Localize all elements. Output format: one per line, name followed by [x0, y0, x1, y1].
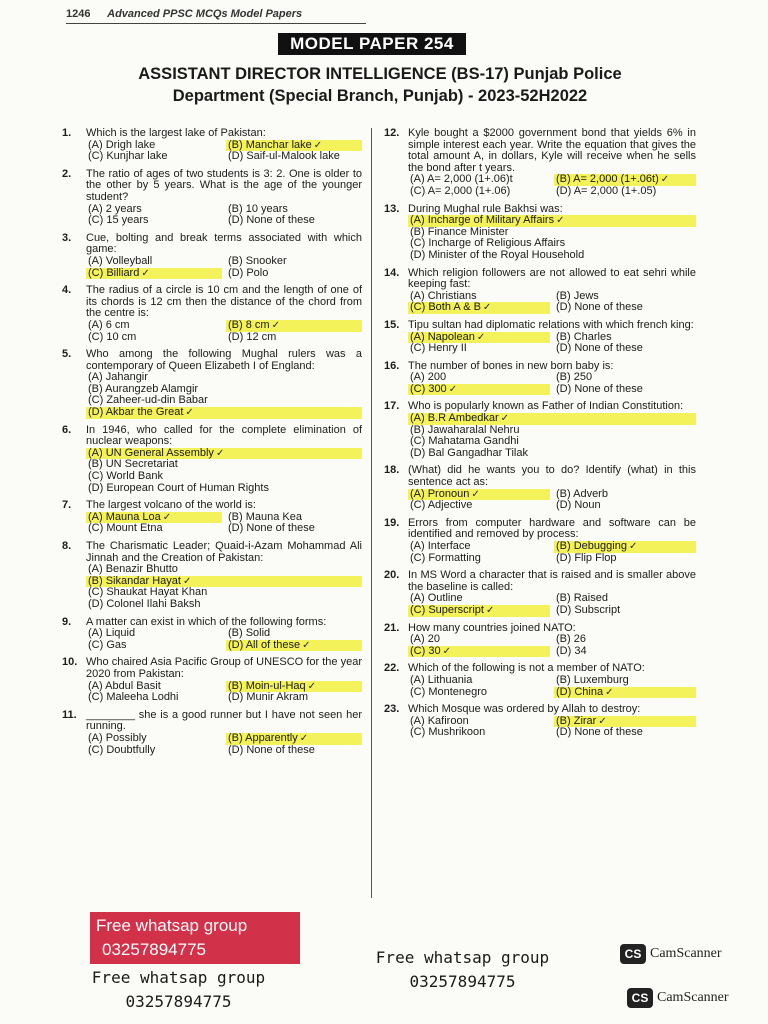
option-label: (D) Akbar the Great	[88, 406, 184, 419]
question-item	[384, 623, 696, 658]
option	[408, 553, 550, 565]
option	[554, 186, 696, 198]
option-list	[86, 512, 362, 535]
question-stem: In MS Word a character that is raised and is smaller above the baseline is called:	[408, 569, 696, 593]
option-list	[408, 593, 696, 616]
option-list	[86, 681, 362, 704]
question-stem: Who among the following Mughal rulers was a contemporary of Queen Elizabeth I of England:	[86, 348, 362, 372]
checkmark-icon: ✓	[556, 215, 565, 227]
question-item	[62, 349, 362, 419]
option-label: (C) Maleeha Lodhi	[88, 691, 179, 704]
option	[554, 727, 696, 739]
question-number: 7.	[62, 499, 72, 512]
option-label: (A) Abdul Basit	[88, 679, 161, 692]
option-label: (A) Benazir Bhutto	[88, 563, 178, 576]
option-label: (A) Pronoun	[410, 487, 470, 500]
option-label: (D) Polo	[228, 266, 269, 279]
question-number: 5.	[62, 348, 72, 361]
option-list	[408, 372, 696, 395]
option-label: (B) Jews	[556, 289, 599, 302]
question-item	[384, 128, 696, 198]
question-stem: Which is the largest lake of Pakistan:	[86, 127, 266, 139]
option-label: (B) Adverb	[556, 487, 608, 500]
option-label: (B) Moin-ul-Haq	[228, 679, 306, 692]
option-label: (D) None of these	[556, 342, 643, 355]
question-number: 12.	[384, 127, 400, 139]
question-item	[384, 320, 696, 355]
question-item	[62, 541, 362, 611]
question-number: 21.	[384, 621, 400, 634]
question-item	[62, 128, 362, 163]
question-number: 14.	[384, 266, 400, 279]
option-list	[86, 204, 362, 227]
option-label: (A) 200	[410, 371, 447, 384]
option	[408, 250, 696, 262]
option	[554, 384, 696, 396]
option	[226, 151, 362, 163]
model-paper-banner: MODEL PAPER 254	[278, 33, 466, 55]
question-stem: How many countries joined NATO:	[408, 621, 576, 634]
question-number: 9.	[62, 615, 72, 628]
correct-option-highlighted	[408, 605, 550, 617]
question-item	[384, 663, 696, 698]
checkmark-icon: ✓	[271, 319, 280, 331]
option-label: (C) World Bank	[88, 470, 163, 483]
question-stem: ________ she is a good runner but I have not seen her running.	[86, 708, 362, 733]
question-stem: Cue, bolting and break terms associated with which game:	[86, 231, 362, 256]
option-label: (B) Sikandar Hayat	[88, 574, 181, 587]
option-label: (B) Zirar	[556, 714, 597, 727]
option-label: (A) Liquid	[88, 627, 136, 640]
option-label: (B) UN Secretariat	[88, 458, 178, 471]
option-label: (C) Billiard	[88, 266, 140, 279]
option	[86, 523, 222, 535]
option-label: (A) Napolean	[410, 330, 475, 343]
option	[226, 332, 362, 344]
option-label: (D) Colonel Ilahi Baksh	[88, 597, 201, 610]
question-stem: Who chaired Asia Pacific Group of UNESCO for the year 2020 from Pakistan:	[86, 656, 362, 680]
option-list	[86, 628, 362, 651]
right-question-column	[384, 128, 696, 745]
option-label: (A) Jahangir	[88, 371, 148, 384]
question-item	[62, 657, 362, 703]
question-stem: The ratio of ages of two students is 3: 2. One is older to the other by 5 years. What is the age of the younger student?	[86, 167, 362, 203]
option-label: (B) Luxemburg	[556, 673, 629, 686]
option-label: (B) A= 2,000 (1+.06t)	[556, 173, 659, 186]
question-number: 8.	[62, 540, 72, 552]
option	[86, 483, 362, 495]
option	[554, 605, 696, 617]
option-label: (C) Both A & B	[410, 301, 481, 314]
option-label: (C) Formatting	[410, 551, 481, 564]
option-label: (C) 30	[410, 644, 441, 657]
question-number: 22.	[384, 662, 400, 675]
correct-option-highlighted	[86, 407, 362, 419]
option-label: (D) Subscript	[556, 603, 621, 616]
option-list	[408, 675, 696, 698]
question-item	[62, 233, 362, 279]
question-stem: Errors from computer hardware and software can be identified and removed by process:	[408, 516, 696, 541]
option	[86, 599, 362, 611]
option-list	[86, 256, 362, 279]
option-list	[408, 541, 696, 564]
option-label: (A) Incharge of Military Affairs	[410, 214, 555, 227]
correct-option-highlighted	[408, 384, 550, 396]
checkmark-icon: ✓	[598, 715, 607, 727]
option-list	[408, 215, 696, 261]
question-item	[384, 401, 696, 459]
option-label: (B) 26	[556, 633, 586, 646]
option-list	[86, 372, 362, 418]
option-label: (B) Apparently	[228, 731, 298, 744]
question-stem: The radius of a circle is 10 cm and the length of one of its chords is 12 cm then the distance of the chord from the centre is:	[86, 284, 362, 320]
option	[226, 268, 362, 280]
left-question-column	[62, 128, 362, 762]
question-stem: During Mughal rule Bakhsi was:	[408, 202, 563, 215]
question-stem: A matter can exist in which of the following forms:	[86, 615, 327, 628]
camscanner-text: CamScanner	[650, 946, 722, 961]
option	[226, 745, 362, 757]
question-number: 2.	[62, 167, 72, 180]
option	[408, 727, 550, 739]
option-label: (C) Shaukat Hayat Khan	[88, 586, 208, 599]
option-label: (A) Kafiroon	[410, 714, 469, 727]
paper-title-line-1: ASSISTANT DIRECTOR INTELLIGENCE (BS-17) Punjab Police	[138, 65, 622, 83]
question-item	[62, 710, 362, 756]
option-label: (B) 250	[556, 371, 593, 384]
option	[408, 186, 550, 198]
question-stem: The Charismatic Leader; Quaid-i-Azam Mohammad Ali Jinnah and the Creation of Pakistan:	[86, 540, 362, 564]
option	[408, 500, 550, 512]
option	[408, 343, 550, 355]
correct-option-highlighted	[86, 268, 222, 280]
whatsapp-promo-left-line-2: 03257894775	[125, 992, 232, 1011]
option-label: (B) Snooker	[228, 254, 287, 267]
option-label: (C) Superscript	[410, 603, 484, 616]
option-label: (A) 2 years	[88, 202, 142, 215]
question-number: 13.	[384, 202, 400, 215]
column-divider	[371, 128, 372, 898]
option	[554, 500, 696, 512]
option-label: (D) 12 cm	[228, 330, 277, 343]
question-number: 6.	[62, 423, 72, 436]
checkmark-icon: ✓	[482, 302, 492, 314]
header-rule	[66, 23, 366, 24]
whatsapp-promo-left-line-1: Free whatsap group	[91, 968, 266, 987]
question-number: 19.	[384, 516, 400, 529]
option-label: (D) None of these	[556, 301, 643, 314]
option-label: (A) Christians	[410, 289, 477, 302]
camscanner-watermark-1	[620, 944, 722, 964]
whatsapp-promo-box-line-2: 03257894775	[102, 940, 207, 959]
question-item	[384, 570, 696, 616]
question-item	[62, 169, 362, 227]
option-label: (C) 15 years	[88, 214, 149, 227]
question-number: 4.	[62, 284, 72, 297]
option-label: (D) European Court of Human Rights	[88, 481, 269, 494]
option-label: (A) Outline	[410, 592, 463, 605]
whatsapp-promo-center-line-1: Free whatsap group	[375, 948, 550, 967]
paper-title-line-2: Department (Special Branch, Punjab) - 2023-52H2022	[172, 87, 588, 105]
option-list	[86, 564, 362, 610]
option-label: (D) None of these	[556, 726, 643, 739]
option-label: (A) 20	[410, 633, 440, 646]
option-list	[408, 413, 696, 459]
option	[226, 692, 362, 704]
question-stem: (What) did he wants you to do? Identify (what) in this sentence act as:	[408, 464, 696, 489]
question-stem: The largest volcano of the world is:	[86, 499, 256, 512]
question-number: 17.	[384, 400, 400, 413]
checkmark-icon: ✓	[141, 267, 150, 279]
option-label: (B) Jawaharalal Nehru	[410, 423, 520, 436]
checkmark-icon: ✓	[448, 383, 458, 395]
question-number: 1.	[62, 127, 72, 139]
correct-option-highlighted	[408, 646, 550, 658]
question-item	[62, 425, 362, 495]
camscanner-text: CamScanner	[657, 990, 729, 1005]
question-number: 10.	[62, 656, 78, 669]
question-item	[62, 285, 362, 343]
option	[86, 215, 222, 227]
question-number: 15.	[384, 318, 400, 331]
option	[86, 745, 222, 757]
question-stem: Which religion followers are not allowed to eat sehri while keeping fast:	[408, 266, 696, 291]
option-label: (C) Mahatama Gandhi	[410, 435, 519, 448]
option-label: (D) None of these	[228, 522, 315, 535]
whatsapp-promo-text-left	[36, 966, 321, 1014]
option-label: (C) Henry II	[410, 342, 467, 355]
question-stem: Tipu sultan had diplomatic relations with which french king:	[408, 318, 694, 331]
option-label: (B) Solid	[228, 627, 271, 640]
option	[226, 215, 362, 227]
option-list	[86, 733, 362, 756]
option-label: (A) Interface	[410, 540, 471, 552]
option-label: (B) Aurangzeb Alamgir	[88, 382, 199, 395]
checkmark-icon: ✓	[476, 331, 486, 343]
option-label: (C) 300	[410, 382, 447, 395]
checkmark-icon: ✓	[307, 680, 317, 692]
page-number: 1246	[66, 8, 91, 20]
correct-option-highlighted	[554, 687, 696, 699]
question-item	[384, 704, 696, 739]
option-list	[86, 448, 362, 494]
question-stem: In 1946, who called for the complete elimination of nuclear weapons:	[86, 423, 362, 448]
option-label: (D) Munir Akram	[228, 691, 309, 704]
question-stem: Which of the following is not a member of NATO:	[408, 662, 645, 675]
option-label: (C) Adjective	[410, 499, 473, 512]
checkmark-icon: ✓	[500, 413, 510, 425]
option-label: (D) China	[556, 685, 604, 698]
option	[408, 448, 696, 460]
option-list	[86, 320, 362, 343]
question-number: 20.	[384, 569, 400, 582]
option-list	[408, 291, 696, 314]
question-number: 3.	[62, 231, 72, 244]
question-stem: Which Mosque was ordered by Allah to destroy:	[408, 703, 641, 716]
option-list	[408, 716, 696, 739]
checkmark-icon: ✓	[313, 139, 323, 151]
option-label: (D) 34	[556, 644, 587, 657]
option	[86, 151, 222, 163]
option-label: (D) Noun	[556, 499, 601, 512]
option-label: (D) Flip Flop	[556, 551, 617, 564]
checkmark-icon: ✓	[628, 541, 638, 552]
checkmark-icon: ✓	[215, 447, 225, 459]
option-label: (C) Kunjhar lake	[88, 150, 168, 163]
option-list	[408, 634, 696, 657]
question-number: 23.	[384, 703, 400, 716]
option-label: (A) UN General Assembly	[88, 446, 214, 459]
whatsapp-promo-center-line-2: 03257894775	[409, 972, 516, 991]
option-label: (A) Volleyball	[88, 254, 153, 267]
paper-title	[40, 63, 720, 107]
camscanner-watermark-2	[627, 988, 729, 1008]
running-head	[66, 8, 302, 20]
option-label: (C) 10 cm	[88, 330, 137, 343]
option-label: (C) Doubtfully	[88, 743, 156, 756]
option	[408, 687, 550, 699]
question-number: 11.	[62, 708, 77, 721]
option-label: (C) Zaheer-ud-din Babar	[88, 394, 208, 407]
option-label: (A) Lithuania	[410, 673, 473, 686]
checkmark-icon: ✓	[185, 407, 194, 419]
option-label: (D) All of these	[228, 638, 301, 651]
option-label: (C) Incharge of Religious Affairs	[410, 237, 566, 250]
option-label: (D) Saif-ul-Malook lake	[228, 150, 340, 163]
whatsapp-promo-text-center	[330, 946, 595, 994]
option-label: (A) 6 cm	[88, 318, 130, 331]
whatsapp-promo-box	[90, 912, 300, 964]
checkmark-icon: ✓	[485, 604, 495, 616]
option-label: (A) Drigh lake	[88, 138, 156, 151]
question-item	[384, 518, 696, 564]
option-label: (D) None of these	[228, 214, 315, 227]
question-stem: Who is popularly known as Father of Indian Constitution:	[408, 400, 684, 413]
question-item	[62, 617, 362, 652]
option	[554, 553, 696, 565]
option-label: (B) Mauna Kea	[228, 510, 302, 523]
option	[86, 332, 222, 344]
camscanner-logo-icon: CS	[620, 944, 646, 964]
option	[554, 343, 696, 355]
question-number: 18.	[384, 464, 400, 477]
option	[226, 523, 362, 535]
option	[554, 302, 696, 314]
option-label: (C) Mount Etna	[88, 522, 163, 535]
option-label: (D) None of these	[228, 743, 315, 756]
option-label: (C) A= 2,000 (1+.06)	[410, 184, 511, 197]
correct-option-highlighted	[408, 302, 550, 314]
question-item	[62, 500, 362, 535]
option-label: (B) Finance Minister	[410, 225, 509, 238]
checkmark-icon: ✓	[162, 511, 172, 523]
checkmark-icon: ✓	[605, 686, 614, 698]
correct-option-highlighted	[226, 640, 362, 652]
option	[86, 692, 222, 704]
checkmark-icon: ✓	[442, 645, 451, 657]
option-label: (B) Debugging	[556, 540, 627, 552]
option-label: (C) Montenegro	[410, 685, 488, 698]
option-label: (D) A= 2,000 (1+.05)	[556, 184, 657, 197]
option-list	[408, 174, 696, 197]
option-label: (A) Possibly	[88, 731, 147, 744]
option-label: (B) Manchar lake	[228, 138, 312, 151]
option-label: (D) Minister of the Royal Household	[410, 248, 585, 261]
checkmark-icon: ✓	[471, 488, 480, 500]
camscanner-logo-icon: CS	[627, 988, 653, 1008]
option-label: (B) 10 years	[228, 202, 288, 215]
question-item	[384, 465, 696, 511]
question-number: 16.	[384, 359, 400, 372]
checkmark-icon: ✓	[660, 174, 670, 186]
option-label: (A) B.R Ambedkar	[410, 412, 499, 425]
option	[554, 646, 696, 658]
option-label: (A) A= 2,000 (1+.06)t	[410, 173, 513, 186]
option-label: (C) Gas	[88, 638, 127, 651]
option-list	[408, 332, 696, 355]
checkmark-icon: ✓	[182, 575, 192, 587]
option-label: (D) Bal Gangadhar Tilak	[410, 446, 528, 459]
option-label: (D) None of these	[556, 382, 643, 395]
option-label: (B) Raised	[556, 592, 608, 605]
question-item	[384, 268, 696, 314]
option-list	[408, 489, 696, 512]
option-label: (C) Mushrikoon	[410, 726, 486, 739]
question-item	[384, 204, 696, 262]
option-list	[86, 140, 362, 163]
question-stem: Kyle bought a $2000 government bond that yields 6% in simple interest each year. Write the equation that gives the total amount A, in dollars, Kyle will receive when he sells the bond after t years.	[408, 127, 696, 174]
question-item	[384, 361, 696, 396]
option-label: (B) 8 cm	[228, 318, 270, 331]
checkmark-icon: ✓	[299, 732, 309, 744]
question-stem: The number of bones in new born baby is:	[408, 359, 614, 372]
checkmark-icon: ✓	[302, 639, 311, 651]
running-title: Advanced PPSC MCQs Model Papers	[107, 8, 303, 20]
option-label: (B) Charles	[556, 330, 612, 343]
option-label: (A) Mauna Loa	[88, 510, 161, 523]
whatsapp-promo-box-line-1: Free whatsap group	[96, 916, 248, 935]
option	[86, 640, 222, 652]
